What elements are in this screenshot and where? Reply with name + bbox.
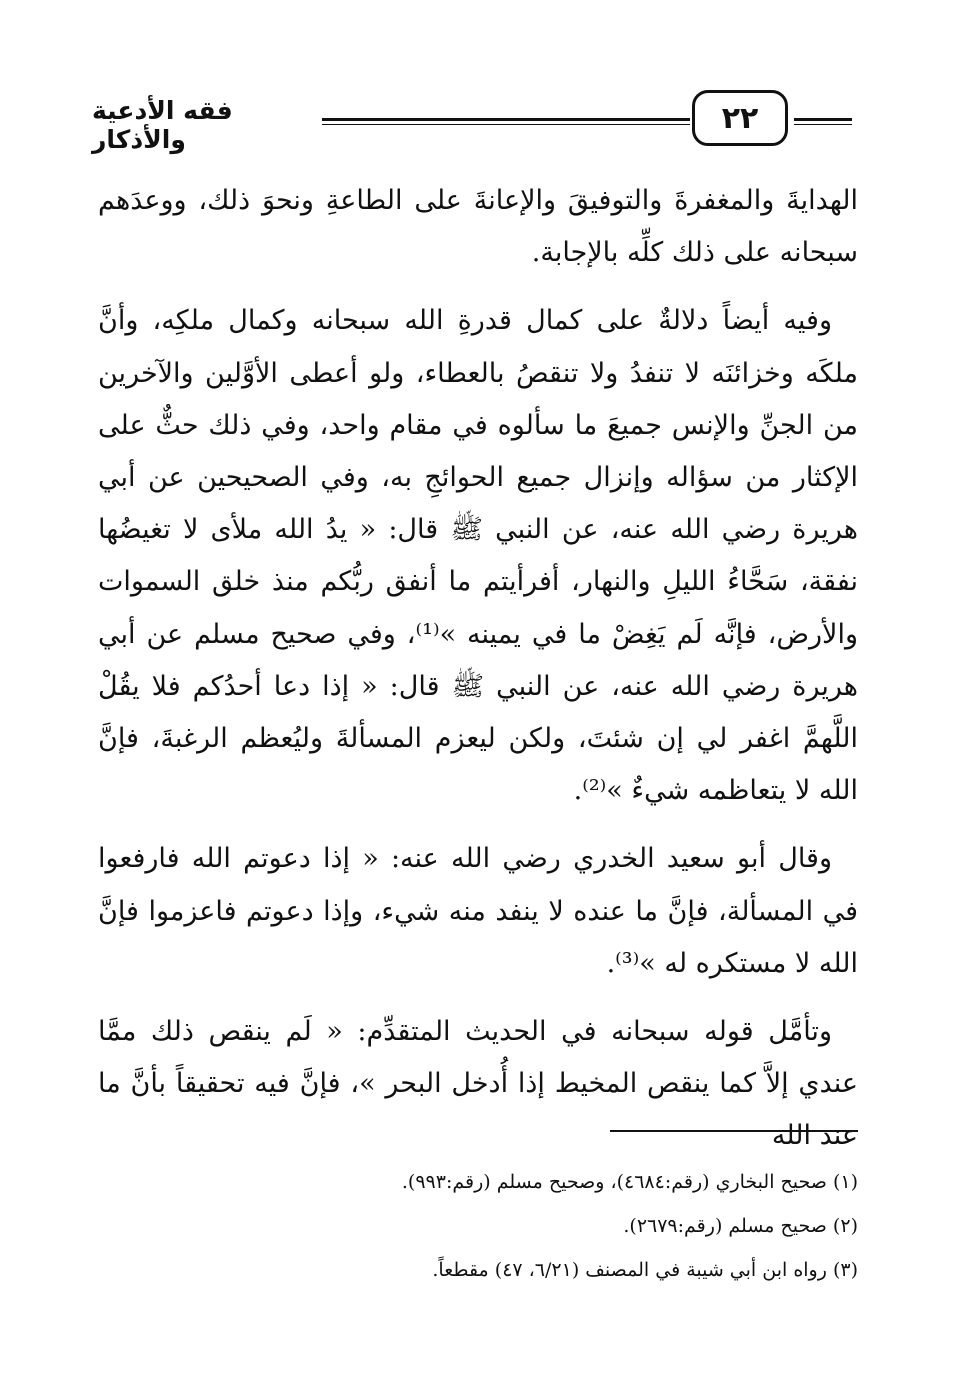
- header-rule-left: [322, 118, 690, 125]
- footnote-1: (١) صحيح البخاري (رقم:٤٦٨٤)، وصحيح مسلم (رقم:٩٩٣).: [401, 1171, 858, 1193]
- book-title: فقه الأدعية والأذكار: [92, 96, 233, 154]
- header-rule-right: [794, 118, 852, 125]
- footnote-3: (٣) رواه ابن أبي شيبة في المصنف (٦/٢١، ٤٧) مقطعاً.: [432, 1259, 858, 1281]
- page-header: [92, 90, 852, 154]
- page-number: ٢٢: [692, 90, 788, 146]
- paragraph-2: وفيه أيضاً دلالةٌ على كمال قدرةِ الله سبحانه وكمال ملكِه، وأنَّ ملكَه وخزائنَه لا تنفدُ ولا تنقصُ بالعطاء، ولو أعطى الأوَّلين والآخرين من الجنِّ والإنس جميعَ ما سألوه في مقام واحد، وفي ذلك حثٌّ على الإكثار من سؤاله وإنزال جميع الحوائجِ به، وفي الصحيحين عن أبي هريرة رضي الله عنه، عن النبي ﷺ قال: « يدُ الله ملأى لا تغيضُها نفقة، سَحَّاءُ الليلِ والنهار، أفرأيتم ما أنفق ربُّكم منذ خلق السموات والأرض، فإنَّه لَم يَغِضْ ما في يمينه »⁽¹⁾، وفي صحيح مسلم عن أبي هريرة رضي الله عنه، عن النبي ﷺ قال: « إذا دعا أحدُكم فلا يقُلْ اللَّهمَّ اغفر لي إن شئتَ، ولكن ليعزم المسألةَ وليُعظم الرغبةَ، فإنَّ الله لا يتعاظمه شيءٌ »⁽²⁾.: [98, 305, 858, 807]
- footnote-divider: [610, 1130, 858, 1132]
- paragraph-3: وقال أبو سعيد الخدري رضي الله عنه: « إذا دعوتم الله فارفعوا في المسألة، فإنَّ ما عنده لا ينفد منه شيء، وإذا دعوتم فاعزموا فإنَّ الله لا مستكره له »⁽³⁾.: [98, 843, 858, 979]
- footnotes: [98, 1160, 858, 1292]
- paragraph-1: الهدايةَ والمغفرةَ والتوفيقَ والإعانةَ على الطاعةِ ونحوَ ذلك، ووعدَهم سبحانه على ذلك كلِّه بالإجابة.: [98, 185, 858, 269]
- footnote-2: (٢) صحيح مسلم (رقم:٢٦٧٩).: [623, 1215, 858, 1237]
- paragraph-4: وتأمَّل قوله سبحانه في الحديث المتقدِّم: « لَم ينقص ذلك ممَّا عندي إلاَّ كما ينقص المخيط إذا أُدخل البحر »، فإنَّ فيه تحقيقاً بأنَّ ما عند الله: [98, 1016, 858, 1152]
- main-text: [98, 175, 858, 1179]
